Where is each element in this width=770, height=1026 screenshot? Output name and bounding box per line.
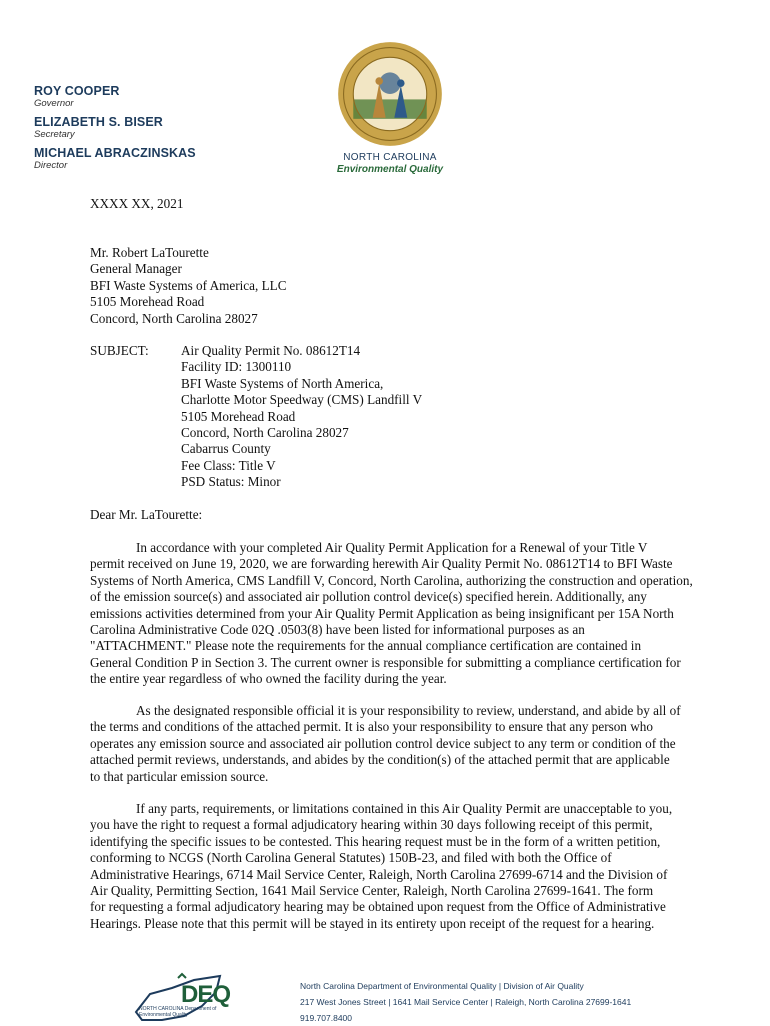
- paragraph-line: General Condition P in Section 3. The current owner is responsible for submitting a compliance certification for: [90, 654, 681, 670]
- recipient-address: [90, 245, 700, 327]
- official-name: ROY COOPER: [34, 84, 120, 98]
- paragraph-line: permit received on June 19, 2020, we are forwarding herewith Air Quality Permit No. 08612T14 to BFI Waste: [90, 556, 673, 572]
- paragraph-line: Administrative Hearings, 6714 Mail Service Center, Raleigh, North Carolina 27699-6714 and the Division of: [90, 866, 668, 882]
- paragraph-line: In accordance with your completed Air Quality Permit Application for a Renewal of your Title V: [136, 540, 648, 555]
- paragraph-line: operates any emission source and associated air pollution control device subject to any term or condition of the: [90, 735, 676, 751]
- paragraph-line: conforming to NCGS (North Carolina General Statutes) 150B-23, and filed with both the Office of: [90, 850, 612, 866]
- letter-date: XXXX XX, 2021: [90, 196, 184, 211]
- address-line: 5105 Morehead Road: [90, 294, 205, 310]
- footer-line: North Carolina Department of Environmental Quality | Division of Air Quality: [300, 981, 584, 991]
- deq-logo-subtitle: NORTH CAROLINA Department of Environmental Quality: [139, 1006, 217, 1018]
- address-line: Mr. Robert LaTourette: [90, 245, 209, 260]
- paragraph-line: you have the right to request a formal adjudicatory hearing within 30 days following receipt of this permit,: [90, 817, 653, 833]
- address-line: Concord, North Carolina 28027: [90, 310, 258, 326]
- official-name: MICHAEL ABRACZINSKAS: [34, 146, 196, 160]
- address-line: BFI Waste Systems of America, LLC: [90, 277, 287, 293]
- subject-label: SUBJECT:: [90, 343, 149, 358]
- agency-branding: [328, 40, 452, 176]
- subject-line: Cabarrus County: [181, 441, 271, 457]
- footer: [0, 968, 770, 1024]
- paragraph-line: Systems of North America, CMS Landfill V, Concord, North Carolina, authorizing the construction and operation,: [90, 572, 693, 588]
- agency-state: NORTH CAROLINA: [343, 152, 437, 163]
- salutation: Dear Mr. LaTourette:: [90, 507, 203, 522]
- subject-line: BFI Waste Systems of North America,: [181, 375, 384, 391]
- paragraph-1: [90, 540, 700, 688]
- paragraph-line: attached permit reviews, understands, and abides by the condition(s) of the attached permit that are applicable: [90, 752, 670, 768]
- paragraph-3: [90, 801, 700, 932]
- paragraph-line: to that particular emission source.: [90, 768, 269, 784]
- footer-line: 217 West Jones Street | 1641 Mail Service Center | Raleigh, North Carolina 27699-1641: [300, 997, 632, 1007]
- paragraph-line: the entire year regardless of who owned the facility during the year.: [90, 671, 447, 687]
- officials-block: [34, 84, 196, 177]
- paragraph-line: Hearings. Please note that this permit will be stayed in its entirety upon receipt of the request for a hearing.: [90, 915, 655, 931]
- state-seal-icon: [336, 40, 444, 148]
- official-name: ELIZABETH S. BISER: [34, 115, 163, 129]
- official-title: Governor: [34, 98, 74, 109]
- paragraph-line: of the emission source(s) and associated air pollution control device(s) specified herein. Additionally, any: [90, 589, 647, 605]
- paragraph-line: Air Quality, Permitting Section, 1641 Mail Service Center, Raleigh, North Carolina 27699-1641. The form: [90, 883, 654, 899]
- paragraph-line: As the designated responsible official it is your responsibility to review, understand, and abide by all of: [136, 703, 681, 718]
- paragraph-line: for requesting a formal adjudicatory hearing may be obtained upon request from the Office of Administrative: [90, 899, 666, 915]
- footer-contact: [300, 978, 631, 1026]
- subject-line: PSD Status: Minor: [181, 474, 281, 490]
- paragraph-line: emissions activities determined from your Air Quality Permit Application as being insignificant per 15A North: [90, 605, 674, 621]
- official-title: Secretary: [34, 129, 75, 140]
- paragraph-2: [90, 703, 700, 785]
- official-title: Director: [34, 160, 68, 171]
- subject-line: Fee Class: Title V: [181, 457, 276, 473]
- subject-line: 5105 Morehead Road: [181, 408, 296, 424]
- agency-name: Environmental Quality: [336, 164, 444, 175]
- subject-line: Concord, North Carolina 28027: [181, 425, 349, 441]
- subject-line: Facility ID: 1300110: [181, 359, 292, 375]
- address-line: General Manager: [90, 261, 182, 277]
- paragraph-line: If any parts, requirements, or limitations contained in this Air Quality Permit are unacceptable to you,: [136, 801, 673, 816]
- subject-line: Air Quality Permit No. 08612T14: [181, 343, 361, 358]
- paragraph-line: "ATTACHMENT." Please note the requirements for the annual compliance certification are contained in: [90, 638, 642, 654]
- paragraph-line: identifying the specific issues to be contested. This hearing request must be in the form of a written petition,: [90, 833, 661, 849]
- paragraph-line: Carolina Administrative Code 02Q .0503(8) have been listed for informational purposes as an: [90, 622, 585, 638]
- subject-line: Charlotte Motor Speedway (CMS) Landfill V: [181, 392, 423, 408]
- deq-logo-text: DEQ: [181, 981, 231, 1008]
- footer-line: 919.707.8400: [300, 1013, 352, 1023]
- paragraph-line: the terms and conditions of the attached permit. It is also your responsibility to ensure that any person who: [90, 719, 653, 735]
